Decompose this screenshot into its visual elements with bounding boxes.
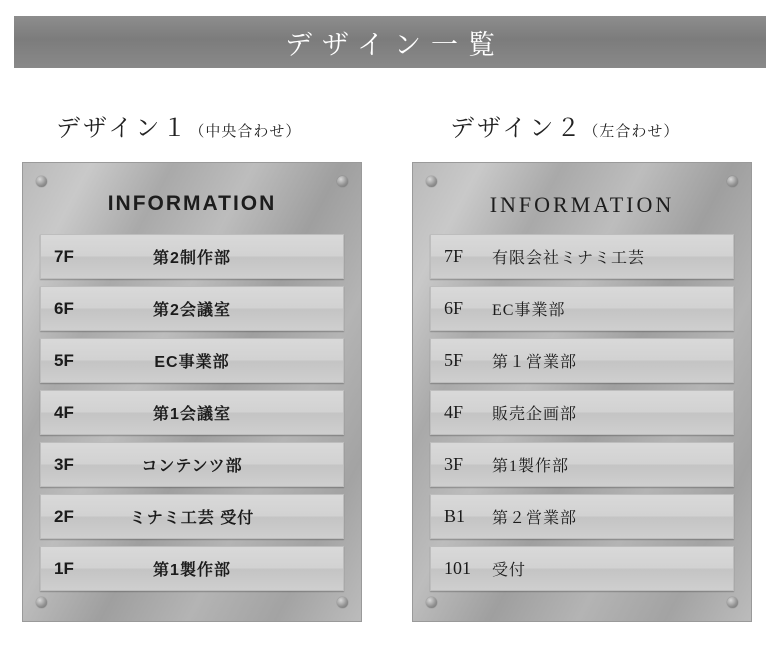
header-banner bbox=[14, 16, 766, 68]
floor-label: 4F bbox=[54, 402, 74, 422]
screw-icon bbox=[36, 176, 47, 187]
floor-label: 4F bbox=[444, 402, 464, 422]
table-row bbox=[40, 338, 344, 383]
screw-icon bbox=[337, 176, 348, 187]
screw-icon bbox=[426, 597, 437, 608]
floor-label: B1 bbox=[444, 506, 466, 526]
column-heading-2-sub: （左合わせ） bbox=[583, 122, 680, 140]
tenant-name: EC事業部 bbox=[154, 354, 230, 371]
table-row bbox=[40, 546, 344, 591]
tenant-name: 第1製作部 bbox=[153, 562, 231, 579]
floor-list bbox=[430, 234, 734, 598]
floor-label: 2F bbox=[54, 506, 74, 526]
column-heading-design-1 bbox=[56, 108, 301, 143]
floor-label: 6F bbox=[444, 298, 464, 318]
table-row bbox=[430, 442, 734, 487]
column-headings bbox=[0, 108, 780, 148]
tenant-name: 第1製作部 bbox=[492, 458, 570, 475]
tenant-name: 第２営業部 bbox=[492, 510, 578, 527]
tenant-name: コンテンツ部 bbox=[141, 458, 243, 475]
sign-plate-design-1 bbox=[22, 162, 362, 622]
page-title: デザイン一覧 bbox=[284, 29, 506, 61]
floor-label: 1F bbox=[54, 558, 74, 578]
column-heading-design-2 bbox=[450, 108, 679, 143]
sign-plate-design-2 bbox=[412, 162, 752, 622]
plate-title: INFORMATION bbox=[489, 192, 675, 217]
floor-label: 7F bbox=[444, 246, 464, 266]
floor-list bbox=[40, 234, 344, 598]
column-heading-2-main: デザイン２ bbox=[450, 114, 584, 142]
table-row bbox=[40, 442, 344, 487]
floor-label: 3F bbox=[444, 454, 464, 474]
screw-icon bbox=[426, 176, 437, 187]
tenant-name: 有限会社ミナミ工芸 bbox=[492, 250, 646, 267]
table-row bbox=[40, 286, 344, 331]
floor-label: 101 bbox=[444, 558, 471, 578]
column-heading-1-main: デザイン１ bbox=[56, 114, 190, 142]
floor-label: 5F bbox=[54, 350, 74, 370]
tenant-name: ミナミ工芸 受付 bbox=[129, 510, 255, 527]
table-row bbox=[430, 234, 734, 279]
tenant-name: 第1会議室 bbox=[153, 406, 231, 423]
table-row bbox=[430, 286, 734, 331]
table-row bbox=[430, 338, 734, 383]
floor-label: 3F bbox=[54, 454, 74, 474]
table-row bbox=[430, 390, 734, 435]
plate-title: INFORMATION bbox=[107, 192, 277, 215]
tenant-name: 販売企画部 bbox=[492, 406, 578, 423]
column-heading-1-sub: （中央合わせ） bbox=[189, 122, 302, 140]
table-row bbox=[40, 234, 344, 279]
table-row bbox=[40, 494, 344, 539]
table-row bbox=[40, 390, 344, 435]
screw-icon bbox=[337, 597, 348, 608]
screw-icon bbox=[36, 597, 47, 608]
floor-label: 7F bbox=[54, 246, 74, 266]
floor-label: 5F bbox=[444, 350, 464, 370]
floor-label: 6F bbox=[54, 298, 74, 318]
tenant-name: 第2会議室 bbox=[153, 302, 231, 319]
table-row bbox=[430, 546, 734, 591]
screw-icon bbox=[727, 597, 738, 608]
table-row bbox=[430, 494, 734, 539]
screw-icon bbox=[727, 176, 738, 187]
tenant-name: 第１営業部 bbox=[492, 354, 578, 371]
tenant-name: 第2制作部 bbox=[153, 250, 231, 267]
tenant-name: 受付 bbox=[492, 562, 527, 579]
tenant-name: EC事業部 bbox=[492, 302, 566, 319]
